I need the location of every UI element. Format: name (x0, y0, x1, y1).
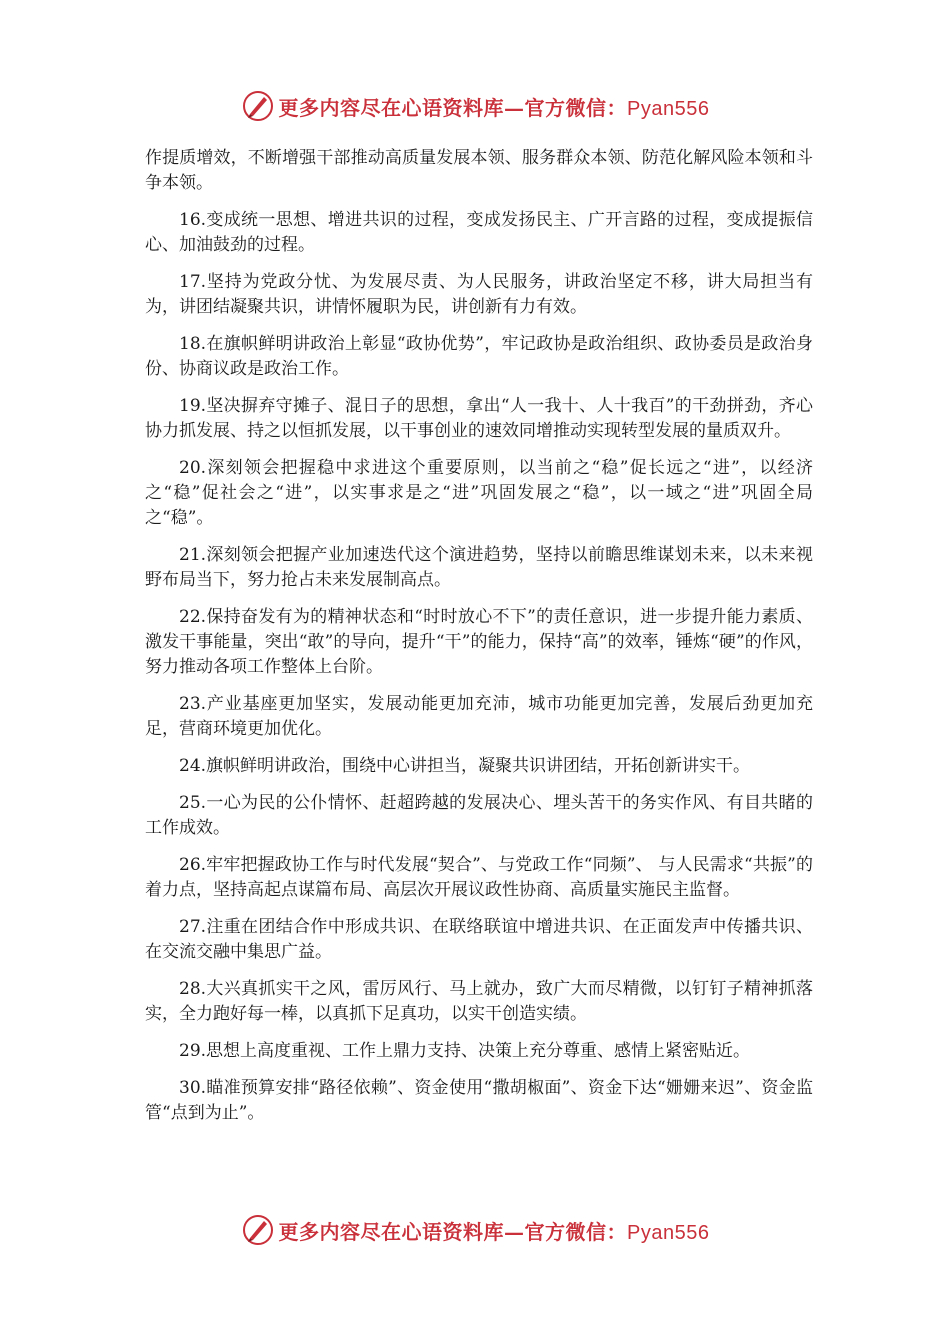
list-item: 26.牢牢把握政协工作与时代发展“契合”、与党政工作“同频”、 与人民需求“共振”的着力点，坚持高起点谋篇布局、高层次开展议政性协商、高质量实施民主监督。 (145, 855, 813, 900)
pen-circle-logo-icon (241, 89, 275, 123)
header-banner (0, 86, 950, 126)
list-item: 16.变成统一思想、增进共识的过程，变成发扬民主、广开言路的过程，变成提振信心、加油鼓劲的过程。 (145, 210, 813, 255)
list-item: 18.在旗帜鲜明讲政治上彰显“政协优势”，牢记政协是政治组织、政协委员是政治身份、协商议政是政治工作。 (145, 334, 813, 379)
footer-banner (0, 1210, 950, 1250)
continuation-paragraph: 作提质增效，不断增强干部推动高质量发展本领、服务群众本领、防范化解风险本领和斗争本领。 (145, 148, 813, 193)
list-item: 23.产业基座更加坚实，发展动能更加充沛，城市功能更加完善，发展后劲更加充足，营商环境更加优化。 (145, 694, 813, 739)
list-item: 27.注重在团结合作中形成共识、在联络联谊中增进共识、在正面发声中传播共识、在交流交融中集思广益。 (145, 917, 813, 962)
list-item: 17.坚持为党政分忧、为发展尽责、为人民服务，讲政治坚定不移，讲大局担当有为，讲团结凝聚共识，讲情怀履职为民，讲创新有力有效。 (145, 272, 813, 317)
list-item: 28.大兴真抓实干之风，雷厉风行、马上就办，致广大而尽精微，以钉钉子精神抓落实，全力跑好每一棒，以真抓下足真功，以实干创造实绩。 (145, 979, 813, 1024)
list-item: 24.旗帜鲜明讲政治，围绕中心讲担当，凝聚共识讲团结，开拓创新讲实干。 (179, 756, 751, 776)
list-item: 21.深刻领会把握产业加速迭代这个演进趋势，坚持以前瞻思维谋划未来，以未来视野布局当下，努力抢占未来发展制高点。 (145, 545, 813, 590)
document-body (145, 146, 813, 1138)
list-item: 25.一心为民的公仆情怀、赶超跨越的发展决心、埋头苦干的务实作风、有目共睹的工作成效。 (145, 793, 813, 838)
list-item: 20.深刻领会把握稳中求进这个重要原则，以当前之“稳”促长远之“进”，以经济之“稳”促社会之“进”，以实事求是之“进”巩固发展之“稳”，以一域之“进”巩固全局之“稳”。 (145, 458, 813, 528)
list-item: 22.保持奋发有为的精神状态和“时时放心不下”的责任意识，进一步提升能力素质、激发干事能量，突出“敢”的导向，提升“干”的能力，保持“高”的效率，锤炼“硬”的作风，努力推动各项工作整体上台阶。 (145, 607, 813, 677)
list-item: 29.思想上高度重视、工作上鼎力支持、决策上充分尊重、感情上紧密贴近。 (179, 1041, 751, 1061)
list-item: 30.瞄准预算安排“路径依赖”、资金使用“撒胡椒面”、资金下达“姗姗来迟”、资金监管“点到为止”。 (145, 1078, 813, 1123)
footer-banner-text: 更多内容尽在心语资料库—官方微信：Pyan556 (278, 1219, 710, 1244)
pen-circle-logo-icon (241, 1213, 275, 1247)
header-banner-text: 更多内容尽在心语资料库—官方微信：Pyan556 (278, 95, 710, 120)
list-item: 19.坚决摒弃守摊子、混日子的思想，拿出“人一我十、人十我百”的干劲拼劲，齐心协力抓发展、持之以恒抓发展，以干事创业的速效同增推动实现转型发展的量质双升。 (145, 396, 813, 441)
